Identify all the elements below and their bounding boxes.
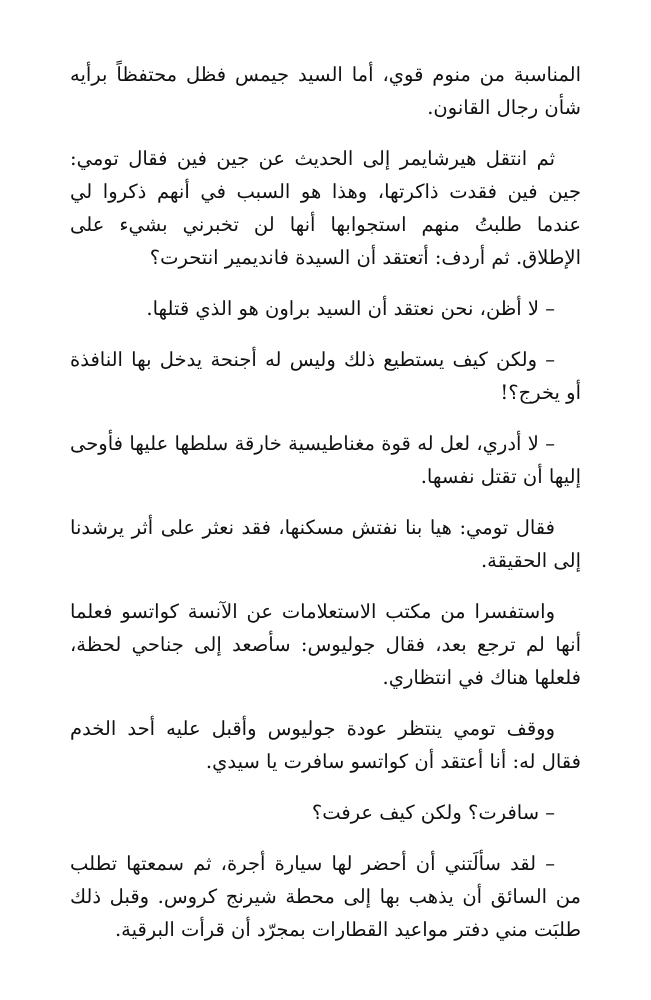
paragraph-7: واستفسرا من مكتب الاستعلامات عن الآنسة كواتسو فعلما أنها لم ترجع بعد، فقال جوليوس: سأصعد إلى جناحي لحظة، فلعلها هناك في انتظاري.: [70, 600, 581, 689]
paragraph-3: – لا أظن، نحن نعتقد أن السيد براون هو الذي قتلها.: [146, 297, 555, 320]
paragraph-8: ووقف تومي ينتظر عودة جوليوس وأقبل عليه أحد الخدم فقال له: أنا أعتقد أن كواتسو سافرت يا سيدي.: [70, 717, 581, 773]
paragraph-9: – سافرت؟ ولكن كيف عرفت؟: [311, 801, 555, 824]
paragraph-1: المناسبة من منوم قوي، أما السيد جيمس فظل محتفظاً برأيه شأن رجال القانون.: [70, 63, 581, 119]
paragraph-10: – لقد سألَتني أن أحضر لها سيارة أجرة، ثم سمعتها تطلب من السائق أن يذهب بها إلى محطة شيرنج كروس. وقبل ذلك طلبَت مني دفتر مواعيد القطارات بمجرّد أن قرأت البرقية.: [70, 852, 581, 941]
paragraph-6: فقال تومي: هيا بنا نفتش مسكنها، فقد نعثر على أثر يرشدنا إلى الحقيقة.: [70, 516, 581, 572]
paragraph-4: – ولكن كيف يستطيع ذلك وليس له أجنحة يدخل بها النافذة أو يخرج؟!: [70, 348, 581, 404]
paragraph-2: ثم انتقل هيرشايمر إلى الحديث عن جين فين فقال تومي: جين فين فقدت ذاكرتها، وهذا هو السبب في أنهم ذكروا لي عندما طلبتُ منهم استجوابها أنها لن تخبرني بشيء على الإطلاق. ثم أردف: أتعتقد أن السيدة فانديمير انتحرت؟: [70, 147, 581, 269]
paragraph-5: – لا أدري، لعل له قوة مغناطيسية خارقة سلطها عليها فأوحى إليها أن تقتل نفسها.: [70, 432, 581, 488]
